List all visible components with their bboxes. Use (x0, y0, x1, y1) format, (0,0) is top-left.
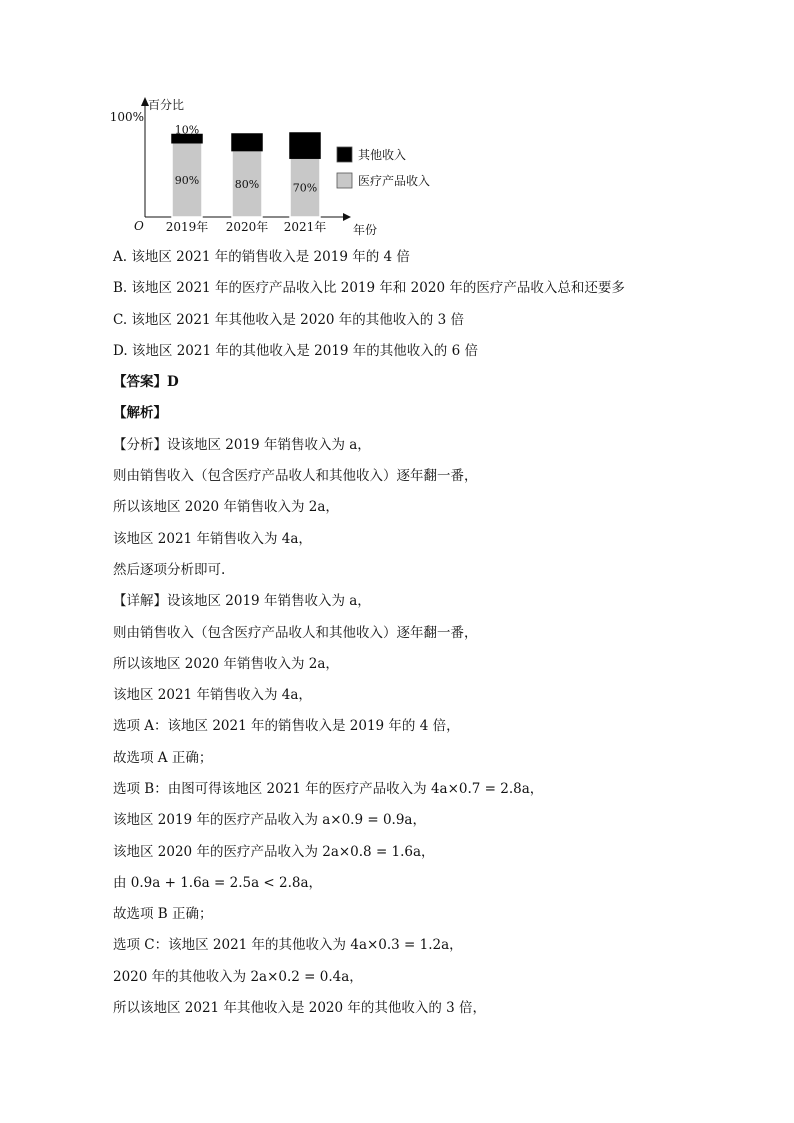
detail-line: 则由销售收入（包含医疗产品收人和其他收入）逐年翻一番， (113, 625, 478, 641)
legend-label: 其他收入 (358, 148, 407, 162)
x-axis-label: 年份 (353, 223, 378, 237)
analysis-line: 【分析】设该地区 2019 年销售收入为 a， (113, 437, 371, 453)
data-label: 80% (234, 177, 260, 191)
legend-label: 医疗产品收入 (358, 174, 431, 188)
option-c: C. 该地区 2021 年其他收入是 2020 年的其他收入的 3 倍 (113, 312, 464, 328)
analysis-line: 所以该地区 2020 年销售收入为 2a， (113, 499, 339, 515)
x-tick-label: 2020年 (225, 220, 269, 234)
bar-segment-other-1 (232, 134, 262, 151)
detail-line: 该地区 2019 年的医疗产品收入为 a×0.9 = 0.9a， (113, 812, 426, 828)
bar-segment-other-2 (290, 133, 320, 158)
detail-line: 【详解】设该地区 2019 年销售收入为 a， (113, 593, 371, 609)
detail-line: 故选项 B 正确； (113, 906, 213, 922)
analysis-line: 然后逐项分析即可. (113, 562, 226, 578)
stacked-bar-chart (105, 92, 455, 242)
option-d: D. 该地区 2021 年的其他收入是 2019 年的其他收入的 6 倍 (113, 343, 478, 359)
detail-line: 2020 年的其他收入为 2a×0.2 = 0.4a， (113, 969, 363, 985)
analysis-line: 则由销售收入（包含医疗产品收人和其他收入）逐年翻一番， (113, 468, 478, 484)
option-a: A. 该地区 2021 年的销售收入是 2019 年的 4 倍 (113, 249, 410, 265)
detail-line: 该地区 2020 年的医疗产品收入为 2a×0.8 = 1.6a， (113, 844, 435, 860)
y-axis-label: 百分比 (148, 98, 185, 112)
detail-line: 所以该地区 2020 年销售收入为 2a， (113, 656, 339, 672)
data-label: 70% (292, 181, 318, 195)
analysis-heading: 【解析】 (113, 405, 167, 421)
legend-swatch (337, 147, 352, 162)
x-tick-label: 2021年 (283, 220, 327, 234)
detail-line: 由 0.9a + 1.6a = 2.5a < 2.8a， (113, 875, 323, 891)
data-label: 90% (174, 173, 200, 187)
detail-line: 所以该地区 2021 年其他收入是 2020 年的其他收入的 3 倍， (113, 1000, 487, 1016)
analysis-line: 该地区 2021 年销售收入为 4a， (113, 531, 312, 547)
y-top-tick-label: 100% (109, 110, 144, 124)
option-b: B. 该地区 2021 年的医疗产品收入比 2019 年和 2020 年的医疗产品收入总和还要多 (113, 280, 625, 296)
detail-line: 选项 A：该地区 2021 年的销售收入是 2019 年的 4 倍， (113, 718, 460, 734)
detail-line: 选项 C：该地区 2021 年的其他收入为 4a×0.3 = 1.2a， (113, 937, 463, 953)
legend-swatch (337, 173, 352, 188)
x-axis-arrow (343, 213, 351, 221)
data-label: 10% (174, 123, 200, 137)
detail-line: 选项 B：由图可得该地区 2021 年的医疗产品收入为 4a×0.7 = 2.8a， (113, 781, 544, 797)
answer-line: 【答案】D (113, 374, 179, 390)
detail-line: 故选项 A 正确； (113, 750, 213, 766)
x-tick-label: 2019年 (165, 220, 209, 234)
origin-label: O (134, 219, 144, 233)
detail-line: 该地区 2021 年销售收入为 4a， (113, 687, 312, 703)
